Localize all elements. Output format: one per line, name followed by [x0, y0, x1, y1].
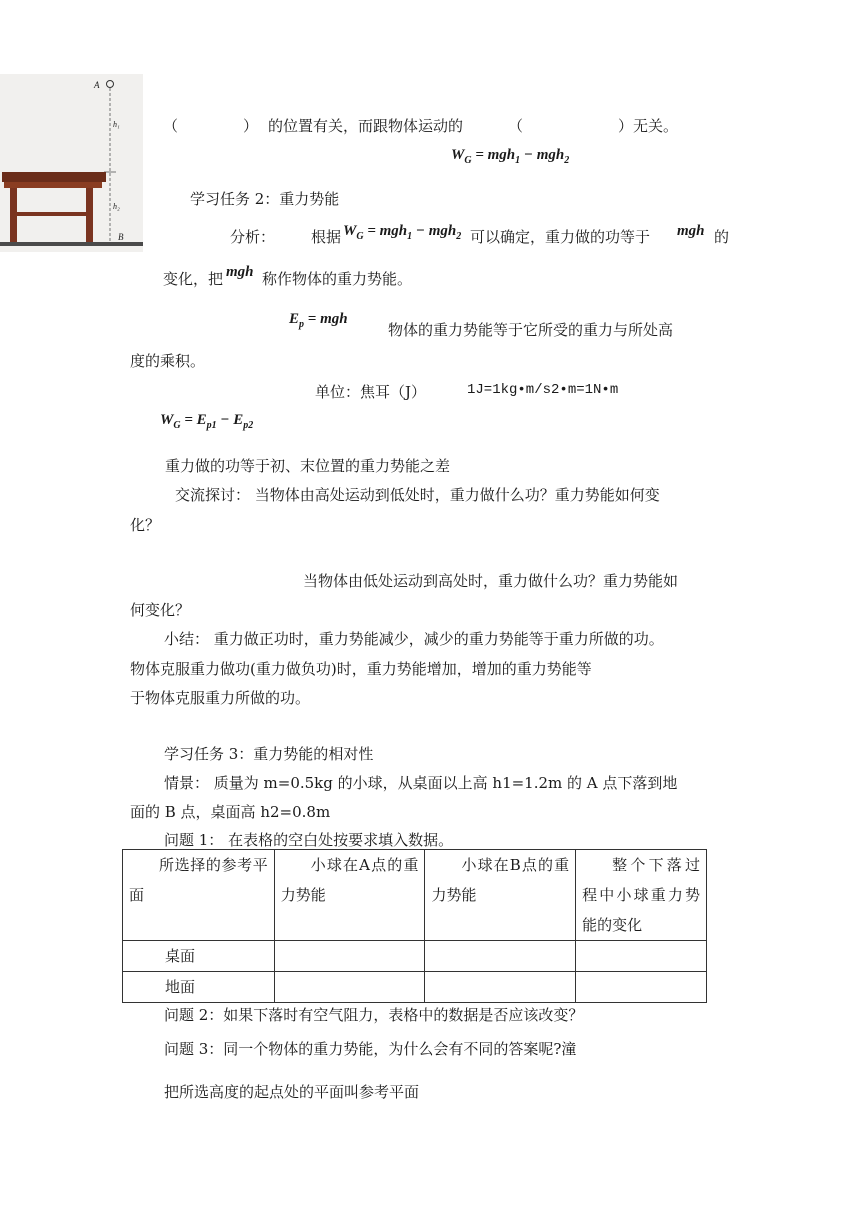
line1-text: 的位置有关，而跟物体运动的: [268, 117, 464, 135]
formula-wg-inline: $W_G = mgh_1 - mgh_2$: [343, 223, 462, 242]
discussion-2b: 何变化？: [130, 601, 191, 619]
analysis-label: 分析：: [230, 228, 276, 246]
cell-ground-change[interactable]: [576, 972, 707, 1003]
desk-illustration: [0, 74, 143, 252]
analysis-mid: 可以确定，重力做的功等于: [470, 228, 651, 246]
h2-label: h₂: [113, 202, 120, 211]
table-figure: [0, 74, 143, 252]
cell-ground-ep-a[interactable]: [274, 972, 425, 1003]
task2-heading: 学习任务 2：重力势能: [190, 190, 340, 208]
formula-ep: $E_p$ = mgh: [289, 311, 348, 330]
formula-mgh-2: mgh: [226, 264, 254, 280]
header-ref-plane: 所选择的参考平面: [123, 850, 275, 941]
cell-ground-ep-b[interactable]: [425, 972, 576, 1003]
analysis-based: 根据: [311, 228, 342, 246]
discussion-2: 当物体由低处运动到高处时，重力做什么功？重力势能如: [303, 572, 679, 590]
row-desk-label: 桌面: [123, 941, 275, 972]
table-row: [123, 972, 707, 1003]
cell-desk-ep-b[interactable]: [425, 941, 576, 972]
summary-2: 物体克服重力做功(重力做负功)时，重力势能增加，增加的重力势能等: [130, 660, 592, 678]
discussion-1: 交流探讨： 当物体由高处运动到低处时，重力做什么功？重力势能如何变: [175, 486, 660, 504]
h1-label: h₁: [113, 120, 120, 129]
work-diff-text: 重力做的功等于初、末位置的重力势能之差: [165, 457, 451, 475]
blank-open-2: （: [508, 117, 524, 135]
table-header-row: [123, 850, 707, 941]
summary-1: 小结： 重力做正功时，重力势能减少，减少的重力势能等于重力所做的功。: [164, 630, 664, 648]
header-ep-change: 整个下落过程中小球重力势能的变化: [576, 850, 707, 941]
cell-desk-ep-a[interactable]: [274, 941, 425, 972]
blank-open-1: （: [163, 117, 179, 135]
formula-wg: $W_G = mgh_1 - mgh_2$: [451, 147, 570, 166]
row-ground-label: 地面: [123, 972, 275, 1003]
line1-end: ）无关。: [618, 117, 679, 135]
header-ep-a: 小球在A点的重力势能: [274, 850, 425, 941]
formula-wg-ep: $W_G = E_{p1} - E_{p2}$: [160, 412, 254, 431]
scene-2: 面的 B 点，桌面高 h2=0.8m: [130, 803, 331, 821]
point-b-label: B: [118, 232, 124, 242]
question-3: 问题 3：同一个物体的重力势能，为什么会有不同的答案呢?潼: [164, 1040, 577, 1058]
discussion-1b: 化？: [130, 516, 161, 534]
question-2: 问题 2：如果下落时有空气阻力，表格中的数据是否应该改变？: [164, 1006, 584, 1024]
analysis-de: 的: [714, 228, 730, 246]
ep-description-2: 度的乘积。: [130, 352, 206, 370]
change-text-a: 变化，把: [163, 270, 224, 288]
point-a-label: A: [94, 80, 100, 90]
change-text-b: 称作物体的重力势能。: [262, 270, 413, 288]
summary-3: 于物体克服重力所做的功。: [130, 689, 311, 707]
task3-heading: 学习任务 3：重力势能的相对性: [164, 745, 374, 763]
table-row: [123, 941, 707, 972]
ep-description: 物体的重力势能等于它所受的重力与所处高: [388, 321, 674, 339]
blank-close-1: ）: [243, 117, 259, 135]
unit-label: 单位：焦耳（J）: [315, 383, 427, 401]
header-ep-b: 小球在B点的重力势能: [425, 850, 576, 941]
scene-1: 情景： 质量为 m=0.5kg 的小球，从桌面以上高 h1=1.2m 的 A 点下落到地: [164, 774, 678, 792]
ref-plane-definition: 把所选高度的起点处的平面叫参考平面: [164, 1083, 420, 1101]
formula-mgh-1: mgh: [677, 223, 705, 239]
unit-equation: 1J=1kg•m/s2•m=1N•m: [467, 382, 619, 398]
cell-desk-change[interactable]: [576, 941, 707, 972]
question-1: 问题 1： 在表格的空白处按要求填入数据。: [164, 831, 454, 849]
data-table: [122, 849, 707, 1003]
